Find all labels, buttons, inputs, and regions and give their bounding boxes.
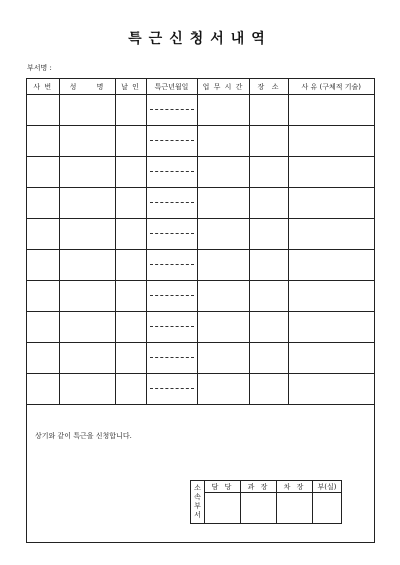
table-row [27, 343, 374, 374]
form-frame [26, 78, 375, 543]
cell-reason[interactable] [288, 374, 374, 405]
table-body [27, 95, 374, 405]
date-divider [150, 202, 194, 203]
cell-date[interactable] [146, 188, 197, 219]
table-row [27, 281, 374, 312]
cell-location[interactable] [249, 281, 288, 312]
cell-seal[interactable] [115, 374, 146, 405]
cell-seal[interactable] [115, 312, 146, 343]
cell-work-hours[interactable] [197, 281, 249, 312]
cell-employee-no[interactable] [27, 188, 59, 219]
sign-box-section-chief[interactable] [241, 493, 277, 524]
date-divider [150, 326, 194, 327]
cell-reason[interactable] [288, 343, 374, 374]
cell-location[interactable] [249, 250, 288, 281]
cell-seal[interactable] [115, 219, 146, 250]
cell-name[interactable] [59, 312, 115, 343]
cell-reason[interactable] [288, 219, 374, 250]
cell-name[interactable] [59, 219, 115, 250]
header-location: 장 소 [249, 79, 288, 95]
date-divider [150, 140, 194, 141]
cell-location[interactable] [249, 312, 288, 343]
cell-reason[interactable] [288, 95, 374, 126]
table-row [27, 95, 374, 126]
header-row [27, 79, 374, 95]
table-row [27, 250, 374, 281]
cell-name[interactable] [59, 343, 115, 374]
table-row [27, 312, 374, 343]
sign-box-deputy[interactable] [277, 493, 313, 524]
cell-date[interactable] [146, 95, 197, 126]
cell-seal[interactable] [115, 281, 146, 312]
table-row [27, 126, 374, 157]
cell-reason[interactable] [288, 250, 374, 281]
date-divider [150, 233, 194, 234]
cell-name[interactable] [59, 281, 115, 312]
table-row [27, 188, 374, 219]
header-reason: 사 유 (구체적 기술) [288, 79, 374, 95]
cell-name[interactable] [59, 157, 115, 188]
cell-employee-no[interactable] [27, 281, 59, 312]
cell-date[interactable] [146, 219, 197, 250]
approval-col-director: 부(실) [313, 481, 342, 493]
approval-col-staff: 담 당 [205, 481, 241, 493]
date-divider [150, 109, 194, 110]
approval-col-deputy: 차 장 [277, 481, 313, 493]
cell-employee-no[interactable] [27, 250, 59, 281]
cell-name[interactable] [59, 95, 115, 126]
cell-employee-no[interactable] [27, 343, 59, 374]
header-work-hours: 업 무 시 간 [197, 79, 249, 95]
date-divider [150, 295, 194, 296]
cell-location[interactable] [249, 95, 288, 126]
cell-date[interactable] [146, 312, 197, 343]
cell-seal[interactable] [115, 95, 146, 126]
cell-date[interactable] [146, 250, 197, 281]
request-statement: 상기와 같이 특근을 신청합니다. [35, 432, 132, 440]
department-label: 부서명 : [27, 64, 52, 72]
header-name: 성 명 [59, 79, 115, 95]
cell-location[interactable] [249, 126, 288, 157]
cell-reason[interactable] [288, 157, 374, 188]
sign-box-staff[interactable] [205, 493, 241, 524]
cell-employee-no[interactable] [27, 157, 59, 188]
cell-employee-no[interactable] [27, 374, 59, 405]
cell-reason[interactable] [288, 312, 374, 343]
date-divider [150, 357, 194, 358]
table-row [27, 157, 374, 188]
cell-employee-no[interactable] [27, 219, 59, 250]
cell-location[interactable] [249, 343, 288, 374]
cell-work-hours[interactable] [197, 312, 249, 343]
cell-location[interactable] [249, 219, 288, 250]
cell-location[interactable] [249, 374, 288, 405]
cell-employee-no[interactable] [27, 95, 59, 126]
header-employee-no: 사 번 [27, 79, 59, 95]
approval-side-label [191, 481, 205, 524]
approval-side-text: 소속부서 [194, 484, 201, 519]
table-row [27, 374, 374, 405]
cell-location[interactable] [249, 157, 288, 188]
cell-date[interactable] [146, 374, 197, 405]
cell-name[interactable] [59, 126, 115, 157]
cell-name[interactable] [59, 188, 115, 219]
cell-work-hours[interactable] [197, 188, 249, 219]
date-divider [150, 388, 194, 389]
cell-work-hours[interactable] [197, 157, 249, 188]
cell-work-hours[interactable] [197, 219, 249, 250]
cell-work-hours[interactable] [197, 343, 249, 374]
cell-date[interactable] [146, 126, 197, 157]
cell-work-hours[interactable] [197, 374, 249, 405]
approval-header-row [191, 481, 342, 493]
cell-date[interactable] [146, 281, 197, 312]
cell-date[interactable] [146, 343, 197, 374]
sign-box-director[interactable] [313, 493, 342, 524]
cell-work-hours[interactable] [197, 95, 249, 126]
document-title: 특근신청서내역 [128, 31, 272, 47]
cell-reason[interactable] [288, 188, 374, 219]
cell-seal[interactable] [115, 343, 146, 374]
cell-name[interactable] [59, 250, 115, 281]
header-date: 특근년월일 [146, 79, 197, 95]
approval-table [190, 480, 342, 524]
cell-seal[interactable] [115, 126, 146, 157]
cell-seal[interactable] [115, 157, 146, 188]
date-divider [150, 264, 194, 265]
cell-location[interactable] [249, 188, 288, 219]
cell-reason[interactable] [288, 126, 374, 157]
approval-sign-row [191, 493, 342, 524]
table-row [27, 219, 374, 250]
cell-employee-no[interactable] [27, 312, 59, 343]
cell-name[interactable] [59, 374, 115, 405]
cell-work-hours[interactable] [197, 126, 249, 157]
cell-employee-no[interactable] [27, 126, 59, 157]
cell-work-hours[interactable] [197, 250, 249, 281]
date-divider [150, 171, 194, 172]
header-seal: 날 인 [115, 79, 146, 95]
overtime-table [27, 79, 374, 405]
cell-seal[interactable] [115, 250, 146, 281]
cell-reason[interactable] [288, 281, 374, 312]
cell-seal[interactable] [115, 188, 146, 219]
approval-col-section-chief: 과 장 [241, 481, 277, 493]
cell-date[interactable] [146, 157, 197, 188]
